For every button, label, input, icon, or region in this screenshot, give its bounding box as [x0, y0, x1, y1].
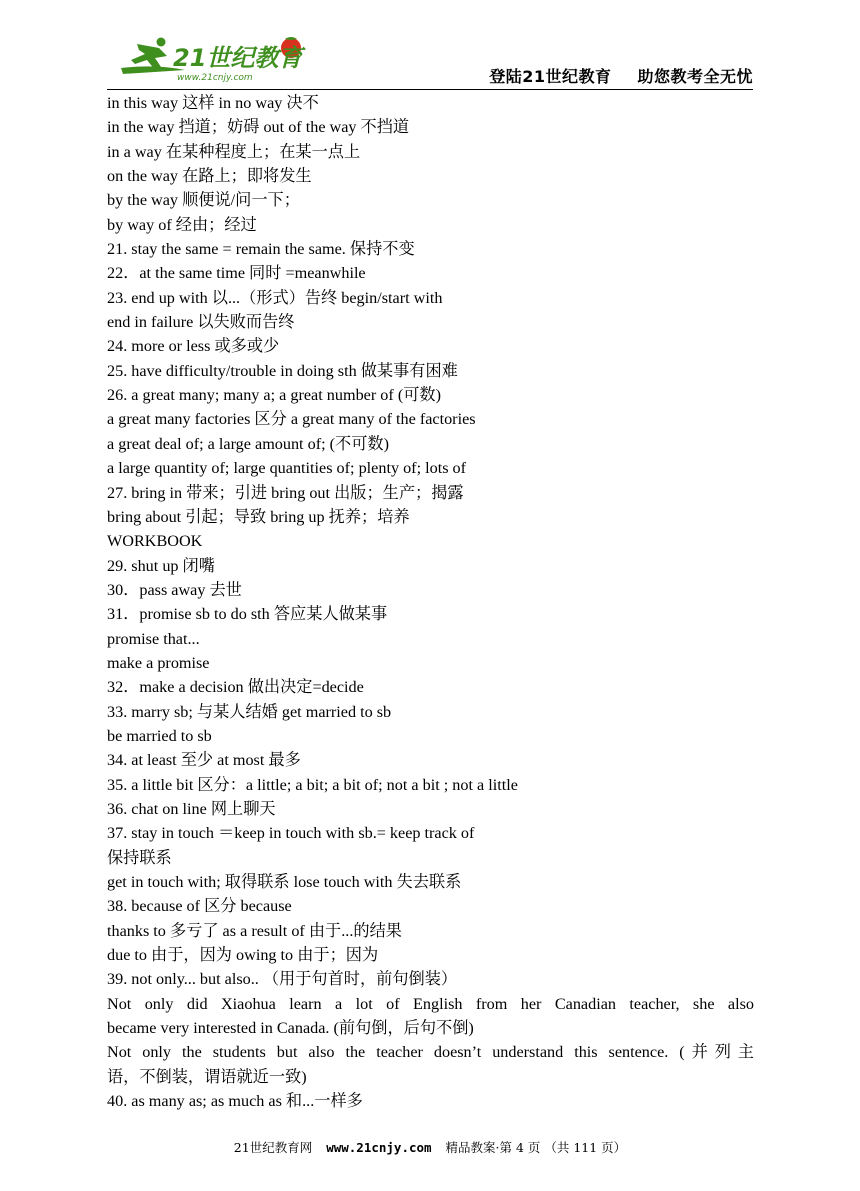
header-divider — [107, 89, 753, 90]
text-line: due to 由于，因为 owing to 由于；因为 — [107, 946, 379, 965]
text-line: end in failure 以失败而告终 — [107, 313, 295, 332]
text-line: get in touch with; 取得联系 lose touch with 失去联系 — [107, 873, 462, 891]
text-line: WORKBOOK — [107, 532, 203, 551]
text-line: a great many factories 区分 a great many of the factories — [107, 410, 476, 429]
text-line: 34. at least 至少 at most 最多 — [107, 751, 301, 770]
text-line: in this way 这样 in no way 决不 — [107, 94, 319, 112]
text-line: 32．make a decision 做出决定=decide — [107, 678, 364, 697]
text-line: became very interested in Canada. (前句倒，后句不倒) — [107, 1019, 474, 1038]
text-line: 38. because of 区分 because — [107, 897, 292, 916]
text-line: make a promise — [107, 653, 210, 672]
logo-brand-text: 21世纪教育 — [173, 44, 303, 72]
text-line: 27. bring in 带来；引进 bring out 出版；生产；揭露 — [107, 483, 464, 502]
text-line: 保持联系 — [107, 848, 172, 867]
text-line: 23. end up with 以...（形式）告终 begin/start with — [107, 288, 443, 307]
page-footer — [0, 1138, 860, 1156]
text-line: 37. stay in touch ＝keep in touch with sb.= keep track of — [107, 824, 475, 843]
text-line: 29. shut up 闭嘴 — [107, 556, 215, 575]
slogan-left: 登陆21世纪教育 — [489, 67, 612, 86]
text-line: 22．at the same time 同时 =meanwhile — [107, 264, 366, 283]
text-line: on the way 在路上；即将发生 — [107, 167, 312, 186]
text-line: 30．pass away 去世 — [107, 580, 242, 599]
text-line: a great deal of; a large amount of; (不可数) — [107, 434, 389, 453]
text-line: 39. not only... but also.. （用于句首时，前句倒装） — [107, 970, 458, 989]
page-header — [107, 30, 753, 90]
text-line: thanks to 多亏了 as a result of 由于...的结果 — [107, 921, 402, 940]
text-line: 35. a little bit 区分：a little; a bit; a bit of; not a bit ; not a little — [107, 775, 518, 794]
text-line: 25. have difficulty/trouble in doing sth 做某事有困难 — [107, 361, 458, 380]
text-line: 24. more or less 或多或少 — [107, 337, 280, 356]
footer-site-name: 21世纪教育网 — [233, 1140, 313, 1155]
text-line: by the way 顺便说/问一下； — [107, 191, 300, 210]
text-line: 语，不倒装，谓语就近一致) — [107, 1067, 307, 1086]
text-line: by way of 经由；经过 — [107, 215, 257, 234]
text-line: be married to sb — [107, 726, 212, 745]
text-line: 26. a great many; many a; a great number of (可数) — [107, 386, 441, 405]
text-line: 21. stay the same = remain the same. 保持不变 — [107, 240, 415, 259]
logo-21cnjy — [115, 34, 310, 86]
footer-page-info: 精品教案·第 4 页 （共 111 页） — [445, 1140, 627, 1155]
text-line: 40. as many as; as much as 和...一样多 — [107, 1092, 363, 1111]
text-line: bring about 引起；导致 bring up 抚养；培养 — [107, 507, 410, 526]
text-line: 36. chat on line 网上聊天 — [107, 799, 276, 818]
footer-site-url: www.21cnjy.com — [326, 1140, 432, 1155]
text-line: Not only did Xiaohua learn a lot of English from her Canadian teacher, she also — [107, 994, 754, 1013]
text-line: Not only the students but also the teacher doesn’t understand this sentence. (并列主 — [107, 1043, 754, 1062]
logo-url-text: www.21cnjy.com — [177, 73, 253, 83]
slogan-right: 助您教考全无忧 — [637, 67, 753, 86]
text-line: 33. marry sb; 与某人结婚 get married to sb — [107, 702, 392, 721]
text-line: in a way 在某种程度上；在某一点上 — [107, 142, 361, 161]
text-line: a large quantity of; large quantities of; plenty of; lots of — [107, 459, 467, 478]
text-line: 31．promise sb to do sth 答应某人做某事 — [107, 605, 388, 624]
document-body — [107, 91, 754, 1113]
header-slogan — [489, 64, 753, 87]
text-line: in the way 挡道；妨碍 out of the way 不挡道 — [107, 118, 410, 137]
text-line: promise that... — [107, 629, 200, 648]
